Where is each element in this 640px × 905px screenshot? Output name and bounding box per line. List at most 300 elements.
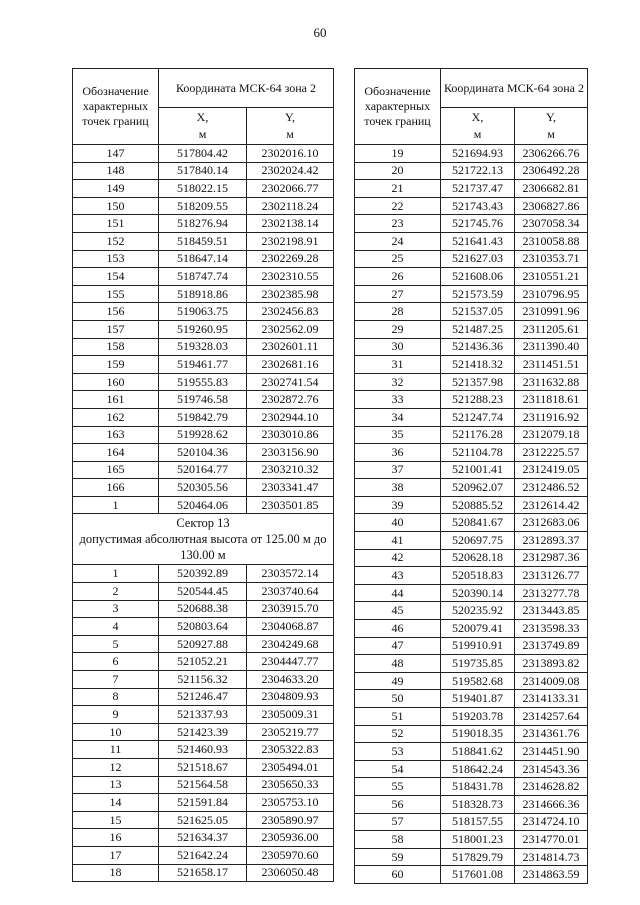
x-coordinate-cell: 520628.18 [441,549,515,567]
y-coordinate-cell: 2313598.33 [515,620,588,638]
point-number-cell: 51 [355,708,441,726]
y-coordinate-cell: 2313749.89 [515,637,588,655]
y-coordinate-cell: 2305494.01 [247,759,334,777]
x-unit-label: м [473,127,482,141]
x-coordinate-cell: 521737.47 [441,180,515,198]
x-coordinate-cell: 521246.47 [159,688,247,706]
table-row [73,303,334,321]
point-number-cell: 8 [73,688,159,706]
x-coordinate-cell: 521156.32 [159,671,247,689]
table-row [355,391,588,409]
y-coordinate-cell: 2303572.14 [247,565,334,583]
y-coordinate-cell: 2314724.10 [515,813,588,831]
x-coordinate-cell: 520390.14 [441,584,515,602]
point-number-cell: 36 [355,444,441,462]
table-row [73,635,334,653]
point-number-cell: 45 [355,602,441,620]
y-coordinate-cell: 2304249.68 [247,635,334,653]
y-coordinate-cell: 2312683.06 [515,514,588,532]
point-number-cell: 41 [355,532,441,550]
table-row [355,426,588,444]
table-row [355,620,588,638]
table-row [355,303,588,321]
point-number-cell: 49 [355,672,441,690]
x-coordinate-cell: 520518.83 [441,567,515,585]
x-coordinate-cell: 521104.78 [441,444,515,462]
x-coordinate-cell: 521658.17 [159,864,247,882]
y-coordinate-cell: 2302310.55 [247,268,334,286]
x-coordinate-cell: 517829.79 [441,848,515,866]
table-row [73,479,334,497]
table-row [355,831,588,849]
x-coordinate-cell: 520803.64 [159,618,247,636]
x-coordinate-cell: 521634.37 [159,829,247,847]
x-coordinate-cell: 521642.24 [159,846,247,864]
point-number-cell: 38 [355,479,441,497]
y-coordinate-cell: 2303210.32 [247,461,334,479]
y-coordinate-cell: 2314009.08 [515,672,588,690]
point-number-cell: 156 [73,303,159,321]
table-row [73,688,334,706]
y-coordinate-cell: 2302016.10 [247,145,334,163]
point-number-cell: 154 [73,268,159,286]
y-coordinate-cell: 2306266.76 [515,145,588,163]
x-coordinate-cell: 519746.58 [159,391,247,409]
point-number-cell: 33 [355,391,441,409]
table-row [73,461,334,479]
y-coordinate-cell: 2302741.54 [247,373,334,391]
point-number-cell: 24 [355,232,441,250]
point-number-cell: 159 [73,356,159,374]
x-coordinate-cell: 521418.32 [441,356,515,374]
point-number-cell: 149 [73,180,159,198]
y-coordinate-cell: 2305890.97 [247,811,334,829]
y-coordinate-cell: 2306492.28 [515,162,588,180]
point-number-cell: 1 [73,565,159,583]
point-number-cell: 14 [73,794,159,812]
y-coordinate-cell: 2305322.83 [247,741,334,759]
point-number-cell: 147 [73,145,159,163]
point-number-cell: 155 [73,285,159,303]
table-row [355,795,588,813]
y-coordinate-cell: 2310058.88 [515,232,588,250]
point-number-cell: 165 [73,461,159,479]
y-coordinate-cell: 2302269.28 [247,250,334,268]
point-number-cell: 55 [355,778,441,796]
table-row [355,180,588,198]
table-row [355,778,588,796]
point-number-cell: 153 [73,250,159,268]
point-number-cell: 5 [73,635,159,653]
point-number-cell: 22 [355,197,441,215]
y-coordinate-cell: 2305219.77 [247,723,334,741]
coordinate-header: Координата МСК-64 зона 2 [441,69,588,108]
y-coordinate-cell: 2312419.05 [515,461,588,479]
point-number-cell: 34 [355,408,441,426]
table-row [73,373,334,391]
point-number-cell: 30 [355,338,441,356]
y-coordinate-cell: 2302456.83 [247,303,334,321]
sector-title: Сектор 13 [176,516,230,531]
y-coordinate-cell: 2305009.31 [247,706,334,724]
point-number-cell: 150 [73,197,159,215]
table-row [355,338,588,356]
point-number-cell: 3 [73,600,159,618]
point-number-cell: 157 [73,320,159,338]
table-row [355,848,588,866]
y-coordinate-cell: 2304447.77 [247,653,334,671]
y-coordinate-cell: 2314666.36 [515,795,588,813]
point-number-cell: 59 [355,848,441,866]
y-coordinate-cell: 2311818.61 [515,391,588,409]
x-coordinate-cell: 518918.86 [159,285,247,303]
x-coordinate-cell: 521436.36 [441,338,515,356]
y-coordinate-cell: 2312987.36 [515,549,588,567]
x-coordinate-cell: 519018.35 [441,725,515,743]
x-coordinate-cell: 521564.58 [159,776,247,794]
y-coordinate-cell: 2314863.59 [515,866,588,884]
point-number-cell: 151 [73,215,159,233]
point-number-cell: 60 [355,866,441,884]
point-number-cell: 56 [355,795,441,813]
y-coordinate-cell: 2303740.64 [247,583,334,601]
table-row [355,584,588,602]
point-number-cell: 54 [355,760,441,778]
x-axis-header [159,108,247,145]
y-coordinate-cell: 2314628.82 [515,778,588,796]
point-number-cell: 15 [73,811,159,829]
x-coordinate-cell: 517601.08 [441,866,515,884]
y-coordinate-cell: 2303010.86 [247,426,334,444]
table-row [73,794,334,812]
point-number-cell: 163 [73,426,159,444]
table-row [355,690,588,708]
table-row [73,741,334,759]
x-coordinate-cell: 520079.41 [441,620,515,638]
table-row [355,232,588,250]
x-coordinate-cell: 520688.38 [159,600,247,618]
sector-row [73,514,334,565]
x-coordinate-cell: 521743.43 [441,197,515,215]
x-axis-label: X, [196,110,209,124]
table-row [73,285,334,303]
x-coordinate-cell: 521608.06 [441,268,515,286]
table-row [73,846,334,864]
table-row [355,373,588,391]
point-number-cell: 162 [73,408,159,426]
coordinates-table-right [354,68,588,884]
x-coordinate-cell: 518459.51 [159,232,247,250]
y-coordinate-cell: 2314361.76 [515,725,588,743]
y-axis-label: Y, [284,110,296,124]
y-axis-label: Y, [545,110,557,124]
point-number-cell: 39 [355,496,441,514]
point-number-cell: 43 [355,567,441,585]
x-coordinate-cell: 518431.78 [441,778,515,796]
table-row [355,813,588,831]
point-number-cell: 20 [355,162,441,180]
x-coordinate-cell: 521247.74 [441,408,515,426]
y-coordinate-cell: 2302681.16 [247,356,334,374]
y-coordinate-cell: 2307058.34 [515,215,588,233]
y-coordinate-cell: 2313893.82 [515,655,588,673]
y-coordinate-cell: 2312486.52 [515,479,588,497]
x-coordinate-cell: 520962.07 [441,479,515,497]
y-coordinate-cell: 2311451.51 [515,356,588,374]
x-coordinate-cell: 519203.78 [441,708,515,726]
table-row [355,672,588,690]
x-coordinate-cell: 518001.23 [441,831,515,849]
point-number-cell: 1 [73,496,159,514]
table-row [73,162,334,180]
point-number-cell: 32 [355,373,441,391]
y-coordinate-cell: 2305970.60 [247,846,334,864]
table-row [73,338,334,356]
x-coordinate-cell: 519555.83 [159,373,247,391]
x-coordinate-cell: 521518.67 [159,759,247,777]
table-row [73,215,334,233]
table-row [355,197,588,215]
table-row [355,250,588,268]
table-row [355,866,588,884]
x-coordinate-cell: 517804.42 [159,145,247,163]
y-coordinate-cell: 2313277.78 [515,584,588,602]
x-coordinate-cell: 521001.41 [441,461,515,479]
table-row [355,162,588,180]
x-coordinate-cell: 521288.23 [441,391,515,409]
y-coordinate-cell: 2311916.92 [515,408,588,426]
y-coordinate-cell: 2310353.71 [515,250,588,268]
x-coordinate-cell: 518841.62 [441,743,515,761]
x-coordinate-cell: 521357.98 [441,373,515,391]
table-row [73,320,334,338]
point-number-cell: 31 [355,356,441,374]
x-coordinate-cell: 520885.52 [441,496,515,514]
x-coordinate-cell: 519461.77 [159,356,247,374]
table-row [355,637,588,655]
point-number-cell: 7 [73,671,159,689]
table-row [73,723,334,741]
y-coordinate-cell: 2302385.98 [247,285,334,303]
point-label-header: Обозначение характерных точек границ [73,69,159,145]
y-coordinate-cell: 2314451.90 [515,743,588,761]
point-number-cell: 2 [73,583,159,601]
table-row [355,514,588,532]
point-number-cell: 10 [73,723,159,741]
x-coordinate-cell: 521694.93 [441,145,515,163]
point-number-cell: 17 [73,846,159,864]
sector-description: допустимая абсолютная высота от 125.00 м до 130.00 м [79,532,327,563]
table-row [73,197,334,215]
x-coordinate-cell: 521641.43 [441,232,515,250]
x-coordinate-cell: 521573.59 [441,285,515,303]
x-coordinate-cell: 521460.93 [159,741,247,759]
table-row [73,618,334,636]
table-row [73,671,334,689]
point-number-cell: 11 [73,741,159,759]
table-row [355,549,588,567]
x-coordinate-cell: 520544.45 [159,583,247,601]
x-coordinate-cell: 518642.24 [441,760,515,778]
x-coordinate-cell: 521052.21 [159,653,247,671]
y-coordinate-cell: 2310991.96 [515,303,588,321]
x-coordinate-cell: 521176.28 [441,426,515,444]
y-coordinate-cell: 2313443.85 [515,602,588,620]
x-coordinate-cell: 521337.93 [159,706,247,724]
point-number-cell: 21 [355,180,441,198]
point-number-cell: 161 [73,391,159,409]
y-coordinate-cell: 2303156.90 [247,444,334,462]
x-coordinate-cell: 518209.55 [159,197,247,215]
table-row [355,444,588,462]
x-coordinate-cell: 519735.85 [441,655,515,673]
y-coordinate-cell: 2304068.87 [247,618,334,636]
x-coordinate-cell: 521627.03 [441,250,515,268]
point-number-cell: 148 [73,162,159,180]
table-row [355,145,588,163]
table-row [355,743,588,761]
y-coordinate-cell: 2302118.24 [247,197,334,215]
page-number: 60 [313,25,327,40]
table-row [355,479,588,497]
y-coordinate-cell: 2305936.00 [247,829,334,847]
y-axis-header [247,108,334,145]
y-coordinate-cell: 2302066.77 [247,180,334,198]
y-coordinate-cell: 2303341.47 [247,479,334,497]
table-row [73,706,334,724]
x-coordinate-cell: 521745.76 [441,215,515,233]
table-row [355,532,588,550]
y-coordinate-cell: 2312225.57 [515,444,588,462]
x-coordinate-cell: 521423.39 [159,723,247,741]
y-coordinate-cell: 2314814.73 [515,848,588,866]
x-unit-label: м [198,127,207,141]
point-number-cell: 25 [355,250,441,268]
table-row [355,602,588,620]
y-coordinate-cell: 2313126.77 [515,567,588,585]
x-coordinate-cell: 521591.84 [159,794,247,812]
point-number-cell: 19 [355,145,441,163]
x-axis-label: X, [471,110,484,124]
point-number-cell: 160 [73,373,159,391]
table-row [355,708,588,726]
x-coordinate-cell: 520305.56 [159,479,247,497]
x-coordinate-cell: 518276.94 [159,215,247,233]
x-coordinate-cell: 518157.55 [441,813,515,831]
y-coordinate-cell: 2311632.88 [515,373,588,391]
y-coordinate-cell: 2305753.10 [247,794,334,812]
x-coordinate-cell: 519928.62 [159,426,247,444]
point-number-cell: 57 [355,813,441,831]
point-number-cell: 158 [73,338,159,356]
point-number-cell: 48 [355,655,441,673]
point-number-cell: 50 [355,690,441,708]
point-number-cell: 58 [355,831,441,849]
table-row [73,759,334,777]
point-number-cell: 46 [355,620,441,638]
point-number-cell: 9 [73,706,159,724]
point-number-cell: 4 [73,618,159,636]
table-row [355,655,588,673]
y-coordinate-cell: 2310551.21 [515,268,588,286]
x-coordinate-cell: 520697.75 [441,532,515,550]
point-number-cell: 44 [355,584,441,602]
table-row [73,180,334,198]
table-row [73,426,334,444]
table-row [73,356,334,374]
point-number-cell: 26 [355,268,441,286]
x-coordinate-cell: 519063.75 [159,303,247,321]
y-coordinate-cell: 2314257.64 [515,708,588,726]
table-row [355,320,588,338]
table-row [73,864,334,882]
x-coordinate-cell: 520464.06 [159,496,247,514]
table-row [73,829,334,847]
x-coordinate-cell: 519842.79 [159,408,247,426]
table-row [73,776,334,794]
x-coordinate-cell: 519910.91 [441,637,515,655]
table-row [73,444,334,462]
table-row [73,496,334,514]
y-coordinate-cell: 2310796.95 [515,285,588,303]
table-row [73,232,334,250]
x-coordinate-cell: 519260.95 [159,320,247,338]
y-unit-label: м [547,127,555,141]
x-coordinate-cell: 521487.25 [441,320,515,338]
x-coordinate-cell: 519582.68 [441,672,515,690]
y-coordinate-cell: 2306050.48 [247,864,334,882]
y-coordinate-cell: 2312893.37 [515,532,588,550]
table-row [73,268,334,286]
point-number-cell: 52 [355,725,441,743]
y-coordinate-cell: 2306682.81 [515,180,588,198]
x-coordinate-cell: 520392.89 [159,565,247,583]
y-coordinate-cell: 2302601.11 [247,338,334,356]
coordinate-header: Координата МСК-64 зона 2 [159,69,334,108]
table-row [355,268,588,286]
y-coordinate-cell: 2302944.10 [247,408,334,426]
y-coordinate-cell: 2306827.86 [515,197,588,215]
y-coordinate-cell: 2314770.01 [515,831,588,849]
x-coordinate-cell: 518747.74 [159,268,247,286]
x-coordinate-cell: 518022.15 [159,180,247,198]
sector-cell [73,514,334,565]
y-axis-header [515,108,588,145]
y-coordinate-cell: 2302138.14 [247,215,334,233]
point-number-cell: 37 [355,461,441,479]
x-coordinate-cell: 521537.05 [441,303,515,321]
point-number-cell: 23 [355,215,441,233]
x-coordinate-cell: 517840.14 [159,162,247,180]
coordinates-table-left [72,68,334,882]
point-number-cell: 166 [73,479,159,497]
point-number-cell: 53 [355,743,441,761]
y-coordinate-cell: 2302872.76 [247,391,334,409]
x-coordinate-cell: 518647.14 [159,250,247,268]
x-coordinate-cell: 520164.77 [159,461,247,479]
point-number-cell: 12 [73,759,159,777]
x-coordinate-cell: 521722.13 [441,162,515,180]
table-row [355,567,588,585]
table-row [73,565,334,583]
x-coordinate-cell: 519401.87 [441,690,515,708]
y-coordinate-cell: 2302024.42 [247,162,334,180]
y-coordinate-cell: 2311390.40 [515,338,588,356]
point-number-cell: 35 [355,426,441,444]
x-coordinate-cell: 520927.88 [159,635,247,653]
x-coordinate-cell: 520235.92 [441,602,515,620]
point-number-cell: 28 [355,303,441,321]
